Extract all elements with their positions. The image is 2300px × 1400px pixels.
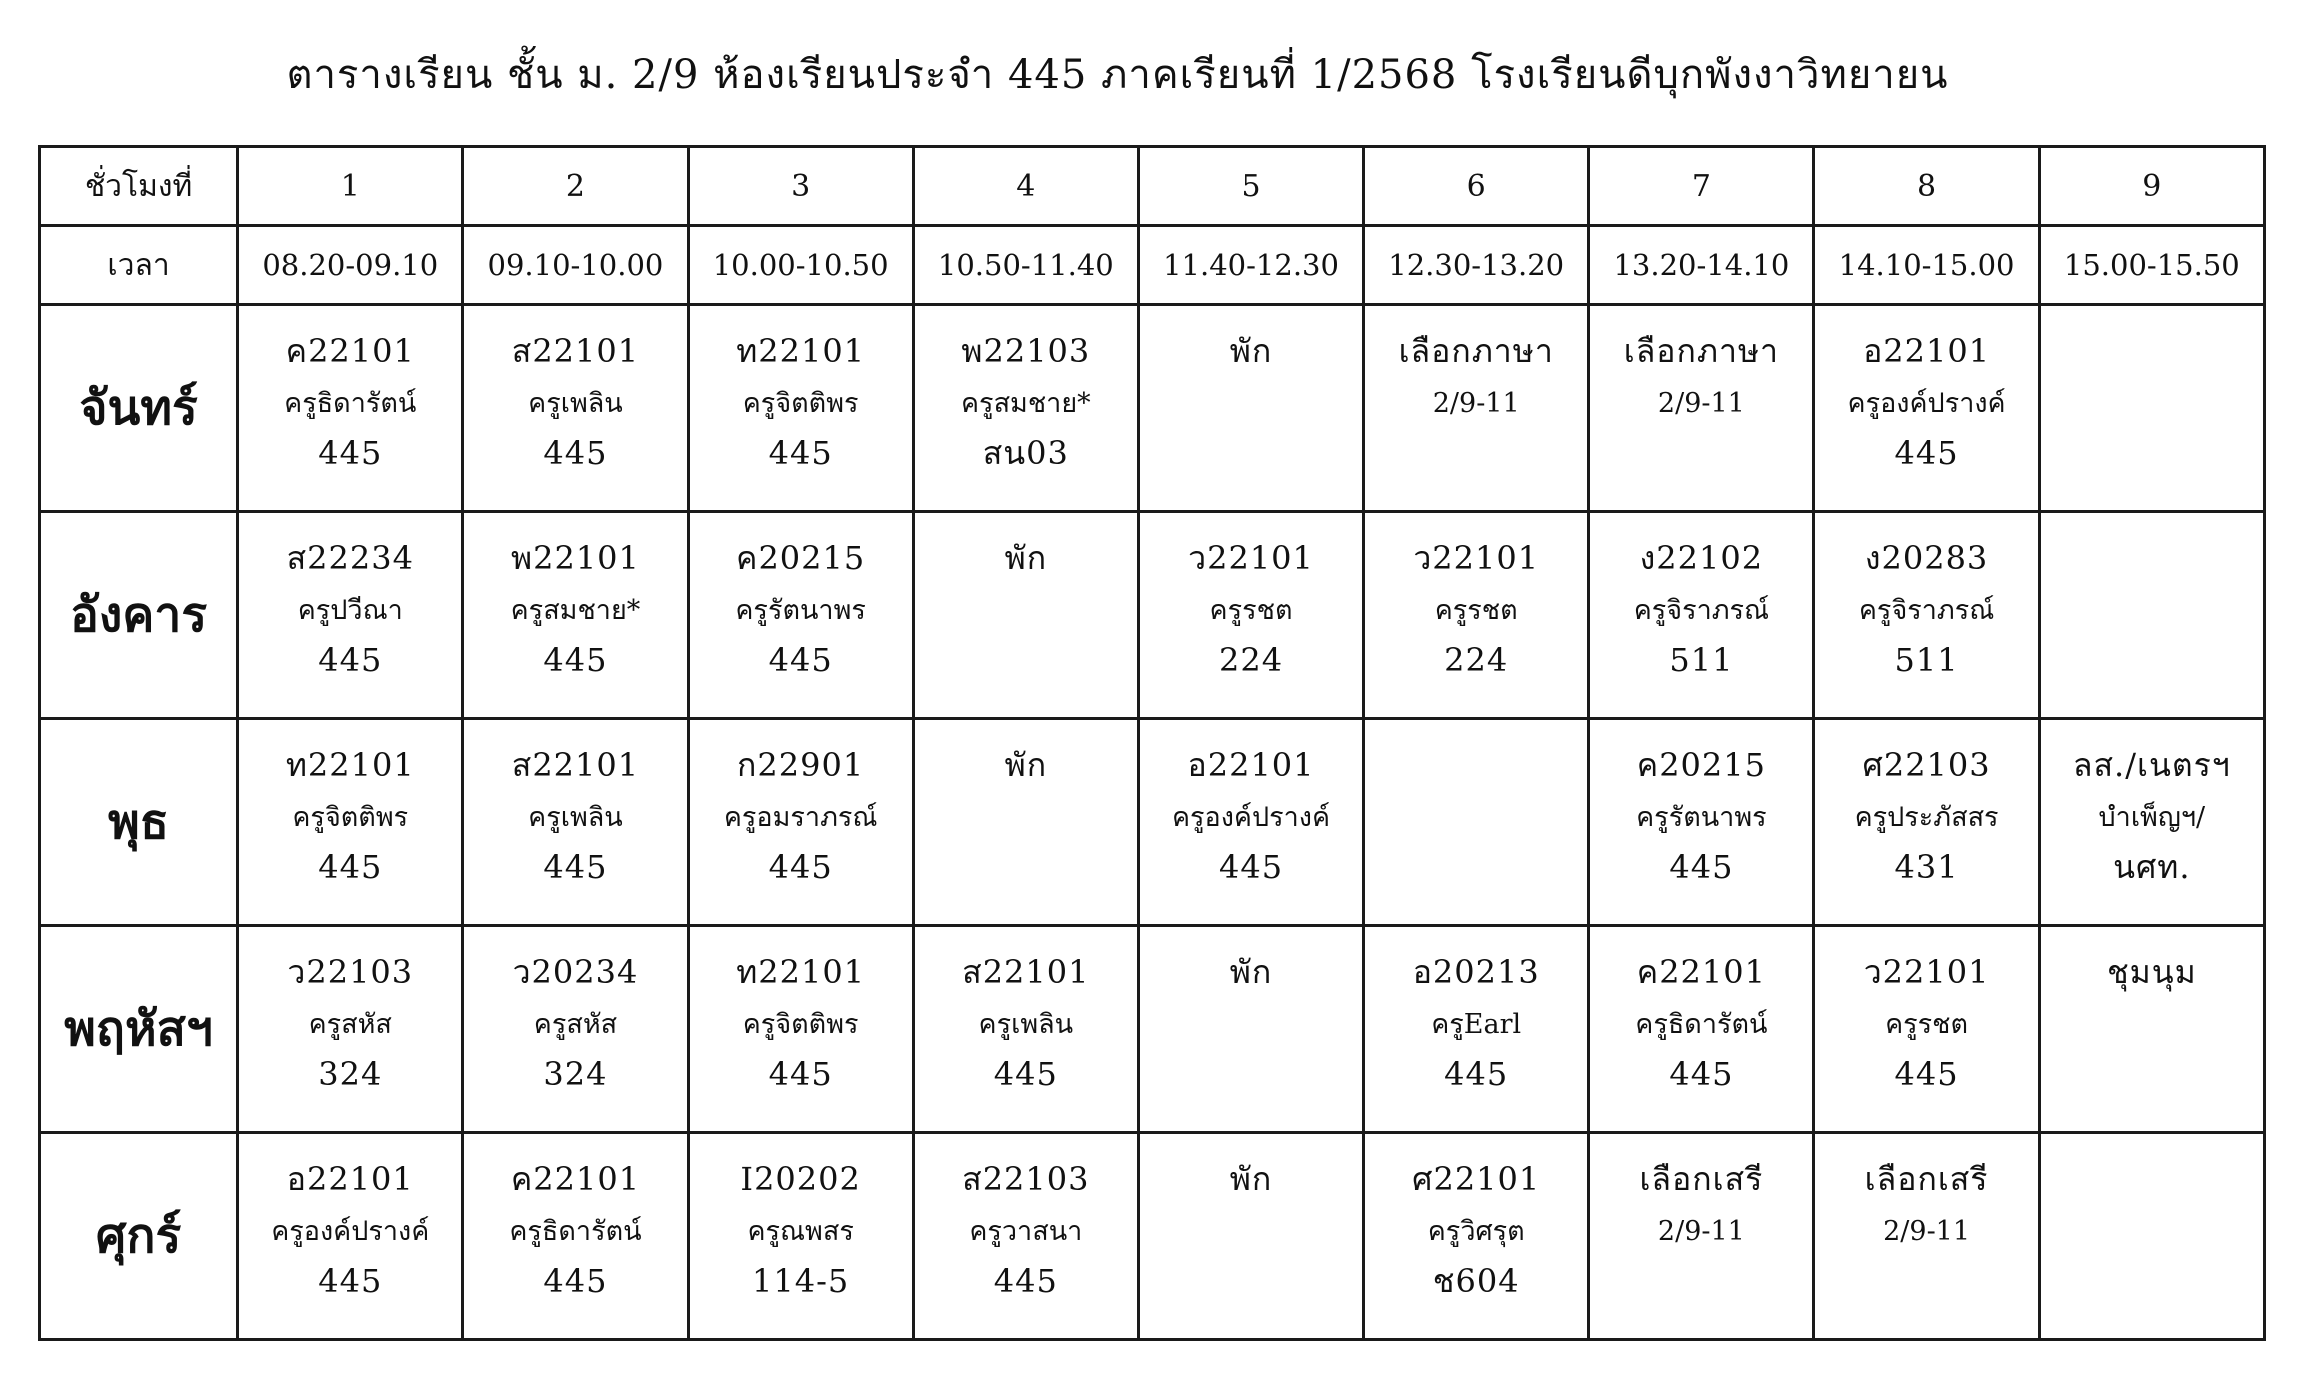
day-name: พฤหัสฯ <box>40 926 238 1133</box>
day-row <box>40 1133 2265 1340</box>
teacher-name: ครูEarl <box>1431 1009 1522 1040</box>
timetable-cell <box>688 1133 913 1340</box>
subject-code: พัก <box>1004 746 1048 784</box>
period-header-label: ชั่วโมงที่ <box>40 147 238 226</box>
room-number: 511 <box>1669 641 1734 679</box>
cell-content <box>464 306 686 472</box>
cell-content <box>1365 306 1587 472</box>
room-number: ช604 <box>1432 1262 1520 1300</box>
period-time: 11.40-12.30 <box>1138 226 1363 305</box>
timetable-cell <box>1138 1133 1363 1340</box>
period-number: 6 <box>1364 147 1589 226</box>
cell-content <box>915 927 1137 1093</box>
cell-content <box>2041 306 2263 472</box>
subject-code: ท22101 <box>736 332 866 370</box>
timetable-cell <box>1814 305 2039 512</box>
subject-code: ส22103 <box>962 1160 1090 1198</box>
period-number: 2 <box>463 147 688 226</box>
subject-code: ศ22103 <box>1862 746 1991 784</box>
room-number <box>1140 1055 1362 1093</box>
subject-code: ก22901 <box>737 746 865 784</box>
teacher-name <box>2041 995 2263 1055</box>
teacher-name: ครูธิดารัตน์ <box>284 388 417 419</box>
subject-code: ว22101 <box>1863 953 1990 991</box>
subject-code <box>1365 742 1587 788</box>
cell-content <box>464 1134 686 1300</box>
timetable-cell <box>1364 512 1589 719</box>
timetable-cell <box>238 512 463 719</box>
room-number <box>915 641 1137 679</box>
teacher-name: ครูจิตติพร <box>292 802 409 833</box>
period-time: 10.50-11.40 <box>913 226 1138 305</box>
teacher-name: ครูรัตนาพร <box>735 595 866 626</box>
timetable-cell <box>463 512 688 719</box>
timetable-cell <box>1138 926 1363 1133</box>
room-number: 445 <box>543 848 608 886</box>
timetable-cell <box>238 926 463 1133</box>
room-number <box>1590 1262 1812 1300</box>
period-number: 5 <box>1138 147 1363 226</box>
teacher-name: ครูรัตนาพร <box>1636 802 1767 833</box>
room-number: 445 <box>318 641 383 679</box>
timetable-cell <box>1138 719 1363 926</box>
day-row <box>40 719 2265 926</box>
subject-code: ท22101 <box>285 746 415 784</box>
period-number: 8 <box>1814 147 2039 226</box>
timetable-cell <box>1589 512 1814 719</box>
period-number: 1 <box>238 147 463 226</box>
day-row <box>40 305 2265 512</box>
cell-content <box>690 1134 912 1300</box>
room-number: 224 <box>1444 641 1509 679</box>
cell-content <box>690 927 912 1093</box>
room-number: 511 <box>1894 641 1959 679</box>
page-title: ตารางเรียน ชั้น ม. 2/9 ห้องเรียนประจำ 445 ภาคเรียนที่ 1/2568 โรงเรียนดีบุกพังงาวิทยายน <box>286 52 1949 98</box>
cell-content <box>1140 1134 1362 1300</box>
timetable-cell <box>1589 305 1814 512</box>
teacher-name <box>915 788 1137 848</box>
timetable-cell <box>2039 926 2264 1133</box>
teacher-name: บำเพ็ญฯ/ <box>2098 802 2206 833</box>
room-number: 445 <box>993 1262 1058 1300</box>
subject-code: เลือกเสรี <box>1864 1160 1989 1198</box>
room-number: 445 <box>768 1055 833 1093</box>
room-number: สน03 <box>982 434 1069 472</box>
time-header-row <box>40 226 2265 305</box>
day-name: ศุกร์ <box>40 1133 238 1340</box>
room-number: 445 <box>543 434 608 472</box>
timetable-cell <box>1364 305 1589 512</box>
timetable-cell <box>1138 512 1363 719</box>
timetable-cell <box>1138 305 1363 512</box>
timetable-cell <box>913 512 1138 719</box>
teacher-name: ครูวิศรุต <box>1427 1216 1525 1247</box>
subject-code: อ22101 <box>286 1160 414 1198</box>
teacher-name: ครูจิราภรณ์ <box>1633 595 1770 626</box>
room-number <box>1815 1262 2037 1300</box>
room-number <box>2041 434 2263 472</box>
timetable-cell <box>1814 1133 2039 1340</box>
timetable-cell <box>1589 719 1814 926</box>
subject-code: ศ22101 <box>1412 1160 1541 1198</box>
cell-content <box>915 306 1137 472</box>
subject-code: ส22101 <box>511 332 640 370</box>
subject-code: พัก <box>1229 332 1273 370</box>
timetable-cell <box>463 1133 688 1340</box>
cell-content <box>1815 306 2037 472</box>
timetable <box>38 145 2266 1341</box>
teacher-name <box>1365 788 1587 848</box>
cell-content <box>464 513 686 679</box>
cell-content <box>464 720 686 886</box>
room-number: 445 <box>1218 848 1284 886</box>
teacher-name: ครูสหัส <box>308 1009 392 1040</box>
teacher-name: ครูองค์ปรางค์ <box>1171 802 1331 833</box>
room-number: 445 <box>543 1262 608 1300</box>
teacher-name: ครูเพลิน <box>528 802 623 833</box>
cell-content <box>2041 927 2263 1093</box>
subject-code: ค20215 <box>736 539 866 577</box>
room-number: 445 <box>768 848 833 886</box>
teacher-name: ครูรชต <box>1209 595 1293 626</box>
cell-content <box>1590 927 1812 1093</box>
timetable-cell <box>238 305 463 512</box>
timetable-cell <box>688 305 913 512</box>
timetable-cell <box>2039 305 2264 512</box>
cell-content <box>1365 1134 1587 1300</box>
teacher-name <box>1140 374 1362 434</box>
room-number <box>1365 434 1587 472</box>
teacher-name: ครูวาสนา <box>969 1216 1083 1247</box>
day-name: อังคาร <box>40 512 238 719</box>
cell-content <box>690 306 912 472</box>
cell-content <box>1590 306 1812 472</box>
room-number: 445 <box>1444 1055 1509 1093</box>
room-number <box>1140 434 1362 472</box>
subject-code: ส22101 <box>511 746 640 784</box>
period-number: 7 <box>1589 147 1814 226</box>
room-number: 431 <box>1894 848 1959 886</box>
teacher-name: ครูเพลิน <box>528 388 623 419</box>
teacher-name: ครูสมชาย* <box>510 595 641 626</box>
room-number: 445 <box>768 434 833 472</box>
subject-code: ลส./เนตรฯ <box>2072 746 2231 784</box>
time-header-label: เวลา <box>40 226 238 305</box>
subject-code: พัก <box>1229 1160 1273 1198</box>
room-number: 324 <box>318 1055 383 1093</box>
teacher-name <box>1140 1202 1362 1262</box>
room-number: 224 <box>1218 641 1284 679</box>
timetable-cell <box>688 512 913 719</box>
timetable-cell <box>688 926 913 1133</box>
cell-content <box>1815 1134 2037 1300</box>
subject-code <box>2041 535 2263 581</box>
subject-code: พัก <box>1229 953 1273 991</box>
subject-code <box>2041 328 2263 374</box>
timetable-cell <box>463 719 688 926</box>
cell-content <box>1815 513 2037 679</box>
cell-content <box>464 927 686 1093</box>
room-number: 445 <box>1669 848 1734 886</box>
cell-content <box>2041 513 2263 679</box>
teacher-name: ครูปวีณา <box>297 595 403 626</box>
subject-code: ค22101 <box>285 332 415 370</box>
teacher-name <box>2041 374 2263 434</box>
room-number <box>915 848 1137 886</box>
room-number: 114-5 <box>752 1262 850 1300</box>
period-time: 15.00-15.50 <box>2039 226 2264 305</box>
teacher-name: ครูธิดารัตน์ <box>509 1216 642 1247</box>
teacher-name: ครูจิราภรณ์ <box>1858 595 1995 626</box>
subject-code: ว22101 <box>1413 539 1540 577</box>
timetable-cell <box>913 926 1138 1133</box>
teacher-name <box>2041 1202 2263 1262</box>
subject-code: ค20215 <box>1636 746 1766 784</box>
period-number: 9 <box>2039 147 2264 226</box>
timetable-cell <box>1814 926 2039 1133</box>
timetable-cell <box>1814 512 2039 719</box>
room-number: 445 <box>1894 434 1959 472</box>
teacher-name: 2/9-11 <box>1657 388 1745 419</box>
teacher-name: ครูสมชาย* <box>961 388 1091 419</box>
cell-content <box>1590 1134 1812 1300</box>
room-number <box>1140 1262 1362 1300</box>
timetable-cell <box>688 719 913 926</box>
room-number: 445 <box>1894 1055 1959 1093</box>
cell-content <box>1140 306 1362 472</box>
subject-code: อ22101 <box>1187 746 1315 784</box>
room-number: นศท. <box>2113 848 2191 886</box>
cell-content <box>690 720 912 886</box>
teacher-name: ครูองค์ปรางค์ <box>1847 388 2006 419</box>
room-number: 324 <box>543 1055 608 1093</box>
cell-content <box>239 720 461 886</box>
subject-code: ชุมนุม <box>2106 953 2197 991</box>
day-name: จันทร์ <box>40 305 238 512</box>
cell-content <box>1365 927 1587 1093</box>
room-number: 445 <box>543 641 608 679</box>
timetable-cell <box>913 719 1138 926</box>
cell-content <box>1365 513 1587 679</box>
subject-code: เลือกภาษา <box>1623 332 1780 370</box>
subject-code: เลือกเสรี <box>1639 1160 1764 1198</box>
subject-code <box>2041 1156 2263 1202</box>
subject-code: ว22103 <box>287 953 414 991</box>
timetable-cell <box>463 305 688 512</box>
teacher-name: ครูอมราภรณ์ <box>723 802 878 833</box>
timetable-cell <box>238 1133 463 1340</box>
room-number: 445 <box>318 434 383 472</box>
cell-content <box>1140 513 1362 679</box>
timetable-cell <box>1589 1133 1814 1340</box>
cell-content <box>1365 720 1587 886</box>
teacher-name: 2/9-11 <box>1657 1216 1745 1247</box>
timetable-cell <box>2039 1133 2264 1340</box>
timetable-cell <box>913 1133 1138 1340</box>
teacher-name: ครูธิดารัตน์ <box>1635 1009 1768 1040</box>
cell-content <box>239 306 461 472</box>
cell-content <box>239 513 461 679</box>
cell-content <box>690 513 912 679</box>
room-number: 445 <box>768 641 833 679</box>
teacher-name: ครูณพสร <box>747 1216 854 1247</box>
room-number: 445 <box>318 1262 383 1300</box>
subject-code: พ22103 <box>961 332 1091 370</box>
room-number: 445 <box>993 1055 1058 1093</box>
cell-content <box>1140 720 1362 886</box>
teacher-name <box>2041 581 2263 641</box>
timetable-cell <box>2039 512 2264 719</box>
room-number <box>1365 848 1587 886</box>
cell-content <box>1815 927 2037 1093</box>
period-time: 10.00-10.50 <box>688 226 913 305</box>
teacher-name: ครูเพลิน <box>978 1009 1074 1040</box>
teacher-name: ครูจิตติพร <box>742 388 859 419</box>
timetable-cell <box>1364 719 1589 926</box>
period-number: 3 <box>688 147 913 226</box>
cell-content <box>1140 927 1362 1093</box>
subject-code: อ22101 <box>1863 332 1991 370</box>
cell-content <box>2041 1134 2263 1300</box>
timetable-cell <box>2039 719 2264 926</box>
subject-code: ส22101 <box>962 953 1090 991</box>
teacher-name: 2/9-11 <box>1432 388 1520 419</box>
subject-code: ง22102 <box>1639 539 1764 577</box>
teacher-name: ครูรชต <box>1434 595 1518 626</box>
room-number <box>2041 641 2263 679</box>
timetable-cell <box>463 926 688 1133</box>
subject-code: พ22101 <box>511 539 640 577</box>
period-header-row <box>40 147 2265 226</box>
timetable-cell <box>913 305 1138 512</box>
timetable-cell <box>238 719 463 926</box>
period-time: 08.20-09.10 <box>238 226 463 305</box>
subject-code: ท22101 <box>736 953 866 991</box>
room-number <box>2041 1262 2263 1300</box>
subject-code: ว20234 <box>512 953 639 991</box>
cell-content <box>1815 720 2037 886</box>
day-name: พุธ <box>40 719 238 926</box>
teacher-name <box>1140 995 1362 1055</box>
day-row <box>40 926 2265 1133</box>
cell-content <box>239 927 461 1093</box>
subject-code: ว22101 <box>1188 539 1314 577</box>
timetable-cell <box>1589 926 1814 1133</box>
teacher-name: 2/9-11 <box>1883 1216 1971 1247</box>
subject-code: ค22101 <box>510 1160 641 1198</box>
period-time: 12.30-13.20 <box>1364 226 1589 305</box>
room-number <box>1590 434 1812 472</box>
subject-code: ค22101 <box>1636 953 1766 991</box>
teacher-name: ครูจิตติพร <box>742 1009 859 1040</box>
teacher-name: ครูสหัส <box>533 1009 618 1040</box>
subject-code: I20202 <box>740 1160 861 1198</box>
period-number: 4 <box>913 147 1138 226</box>
subject-code: เลือกภาษา <box>1398 332 1554 370</box>
cell-content <box>1590 720 1812 886</box>
day-row <box>40 512 2265 719</box>
subject-code: อ20213 <box>1412 953 1540 991</box>
subject-code: ส22234 <box>286 539 414 577</box>
timetable-cell <box>1814 719 2039 926</box>
timetable-cell <box>1364 926 1589 1133</box>
period-time: 13.20-14.10 <box>1589 226 1814 305</box>
teacher-name: ครูองค์ปรางค์ <box>271 1216 430 1247</box>
period-time: 14.10-15.00 <box>1814 226 2039 305</box>
subject-code: ง20283 <box>1864 539 1989 577</box>
cell-content <box>915 720 1137 886</box>
room-number: 445 <box>318 848 383 886</box>
cell-content <box>1590 513 1812 679</box>
teacher-name <box>915 581 1137 641</box>
cell-content <box>915 1134 1137 1300</box>
room-number: 445 <box>1669 1055 1734 1093</box>
period-time: 09.10-10.00 <box>463 226 688 305</box>
subject-code: พัก <box>1004 539 1048 577</box>
timetable-cell <box>1364 1133 1589 1340</box>
cell-content <box>915 513 1137 679</box>
teacher-name: ครูรชต <box>1885 1009 1969 1040</box>
teacher-name: ครูประภัสสร <box>1854 802 1999 833</box>
room-number <box>2041 1055 2263 1093</box>
cell-content <box>239 1134 461 1300</box>
cell-content <box>2041 720 2263 886</box>
